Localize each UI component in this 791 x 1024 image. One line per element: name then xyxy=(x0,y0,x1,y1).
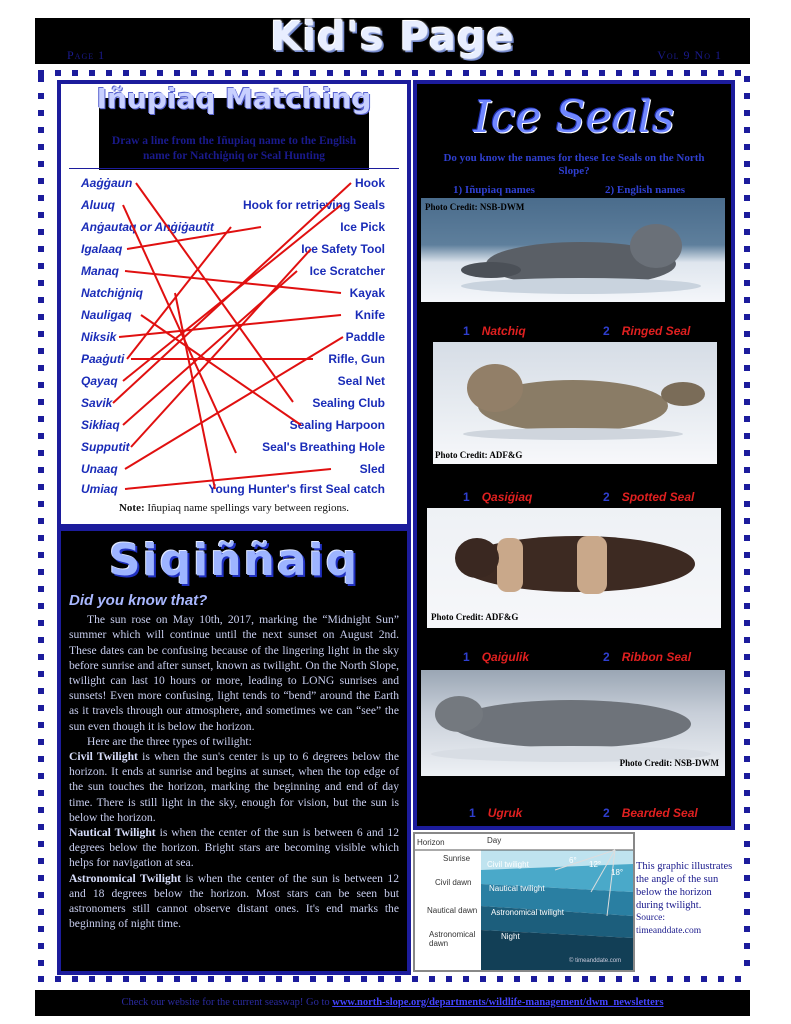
ringed-seal-photo xyxy=(421,198,725,302)
english-seal-name[interactable]: Bearded Seal xyxy=(621,806,698,820)
matching-panel xyxy=(57,80,411,528)
match-line xyxy=(136,183,293,402)
article-paragraph: The sun rose on May 10th, 2017, marking the “Midnight Sun” summer which will continue until the next sunset on August 2nd. These dates can be confusing because of the lingering light in the sky before sunrise and after sunset, known as twilight. On the North Slope, twilight can last 10 hours or more, leading to LONG sunrises and sunsets! Even more confusing, light tends to “bend” around the Earth as it travels through our atmosphere, and sometimes we can “see” the sun even though it is below the horizon. xyxy=(69,613,399,733)
english-word[interactable]: Hook for retrieving Seals xyxy=(242,198,385,212)
inupiaq-word[interactable]: Qayaq xyxy=(81,374,118,388)
civil-twilight-text: is when the sun's center is up to 6 degrees below the horizon. It ends at sunrise and begins at sunset, when the top edge of the sun touches the horizon, marking the beginning and end of day time. There is still light in the sky, enough for vision, but the sun is below the horizon. xyxy=(69,750,399,824)
page-title: Kid's Page xyxy=(270,14,515,60)
page-footer xyxy=(35,990,750,1016)
inupiaq-word[interactable]: Niksik xyxy=(81,330,117,344)
seal-image xyxy=(421,198,725,302)
night-label: Night xyxy=(501,932,520,941)
page-header xyxy=(35,14,750,64)
sunrise-label: Sunrise xyxy=(443,854,471,863)
newsletter-link[interactable]: www.north-slope.org/departments/wildlife-management/dwm_newsletters xyxy=(332,997,664,1008)
left-dotted-border xyxy=(38,76,44,976)
astronomical-dawn-label: Astronomical dawn xyxy=(429,930,476,948)
article-paragraph: Here are the three types of twilight: xyxy=(87,734,252,748)
match-line xyxy=(113,183,351,403)
inupiaq-word[interactable]: Manaq xyxy=(81,264,120,278)
english-word[interactable]: Sealing Club xyxy=(312,396,385,410)
photo-credit: Photo Credit: NSB-DWM xyxy=(425,202,525,212)
answer-number: 1 xyxy=(463,650,470,664)
english-word[interactable]: Ice Safety Tool xyxy=(301,242,385,256)
english-word[interactable]: Hook xyxy=(355,176,385,190)
seal-image xyxy=(427,508,721,628)
angle-6-label: 6° xyxy=(569,856,577,865)
caption-source-label: Source: xyxy=(636,913,666,923)
inupiaq-word[interactable]: Anġautaq or Anġiġautit xyxy=(81,220,214,234)
inupiaq-word[interactable]: Umiaq xyxy=(81,482,118,496)
matching-lines xyxy=(61,84,407,524)
seal-answer-row xyxy=(463,490,532,504)
inupiaq-word[interactable]: Sikłiaq xyxy=(81,418,120,432)
seal-answer-row xyxy=(603,490,694,504)
matching-title: Iñupiaq Matching xyxy=(96,82,372,115)
page-number: Page 1 xyxy=(67,48,106,62)
ice-seals-title: Ice Seals xyxy=(473,92,675,143)
english-seal-name[interactable]: Spotted Seal xyxy=(621,490,695,504)
seal-answer-row xyxy=(603,324,690,338)
caption-source: timeanddate.com xyxy=(636,926,702,936)
volume-number: Vol 9 No 1 xyxy=(657,48,722,62)
bottom-dotted-border xyxy=(38,976,750,982)
inupiaq-word[interactable]: Supputit xyxy=(81,440,130,454)
inupiaq-word[interactable]: Unaaq xyxy=(81,462,118,476)
answer-number: 2 xyxy=(603,324,610,338)
answer-number: 2 xyxy=(603,650,610,664)
inupiaq-seal-name[interactable]: Natchiq xyxy=(481,324,526,338)
seal-image xyxy=(433,342,717,464)
english-word[interactable]: Seal's Breathing Hole xyxy=(262,440,385,454)
photo-credit: Photo Credit: ADF&G xyxy=(431,612,519,622)
english-word[interactable]: Sled xyxy=(359,462,385,476)
siqinnaiq-panel xyxy=(57,527,411,975)
note-label: Note: xyxy=(118,502,145,514)
inupiaq-seal-name[interactable]: Qasiġiaq xyxy=(481,490,533,504)
footer-text: Check our website for the current seaswap! Go to xyxy=(121,997,333,1008)
civil-twilight-term: Civil Twilight xyxy=(69,750,138,764)
ribbon-seal-photo xyxy=(427,508,721,628)
matching-instructions: Draw a line from the Iñupiaq name to the English name for Natchiġniq or Seal Hunting xyxy=(111,135,357,162)
answer-number: 2 xyxy=(603,490,610,504)
nautical-dawn-label: Nautical dawn xyxy=(427,906,478,915)
horizon-label: Horizon xyxy=(417,838,445,847)
english-word[interactable]: Knife xyxy=(355,308,385,322)
astronomical-twilight-paragraph xyxy=(69,871,399,932)
inupiaq-word[interactable]: Paaġuti xyxy=(81,352,125,366)
inupiaq-word[interactable]: Aaġġaun xyxy=(81,176,133,190)
english-word[interactable]: Ice Scratcher xyxy=(309,264,385,278)
bearded-seal-photo xyxy=(421,670,725,776)
nautical-twilight-text: is when the center of the sun is between 6 and 12 degrees below the horizon. Bright stars are becoming visible which helps for navigation at sea. xyxy=(69,826,399,870)
civil-dawn-label: Civil dawn xyxy=(435,878,472,887)
match-line xyxy=(127,227,261,249)
matching-note xyxy=(61,502,407,514)
column-label-inupiaq: 1) Iñupiaq names xyxy=(453,184,535,196)
twilight-graphic xyxy=(413,832,635,972)
inupiaq-seal-name[interactable]: Ugruk xyxy=(487,806,523,820)
inupiaq-word[interactable]: Savik xyxy=(81,396,113,410)
match-line xyxy=(131,249,311,447)
angle-12-label: 12° xyxy=(589,860,602,869)
english-word[interactable]: Sealing Harpoon xyxy=(289,418,385,432)
footer-line xyxy=(35,997,750,1008)
ice-seals-panel xyxy=(413,80,735,830)
photo-credit: Photo Credit: NSB-DWM xyxy=(619,758,719,768)
english-seal-name[interactable]: Ribbon Seal xyxy=(621,650,692,664)
english-word[interactable]: Kayak xyxy=(349,286,385,300)
photo-credit: Photo Credit: ADF&G xyxy=(435,450,523,460)
spotted-seal-photo xyxy=(433,342,717,464)
astronomical-twilight-text: is when the center of the sun is between 12 and 18 degrees below the horizon. Most stars can be seen but astronomers still cannot observe distant ones. It's end marks the beginning of night time. xyxy=(69,871,399,931)
seal-answer-row xyxy=(469,806,522,820)
answer-number: 1 xyxy=(469,806,476,820)
english-seal-name[interactable]: Ringed Seal xyxy=(621,324,691,338)
angle-18-label: 18° xyxy=(611,868,624,877)
caption-text: This graphic illustrates the angle of the sun below the horizon during twilight. xyxy=(636,861,733,911)
civil-twilight-label: Civil twilight xyxy=(487,860,529,869)
right-dotted-border xyxy=(744,76,750,976)
seal-answer-row xyxy=(603,806,698,820)
astronomical-twilight-label: Astronomical twilight xyxy=(491,908,564,917)
inupiaq-word[interactable]: Natchiġniq xyxy=(81,286,143,300)
note-text: Iñupiaq name spellings vary between regions. xyxy=(147,502,349,514)
answer-number: 1 xyxy=(463,490,470,504)
graphic-watermark: © timeanddate.com xyxy=(569,958,622,964)
inupiaq-word[interactable]: Aluuq xyxy=(81,198,115,212)
article-heading: Did you know that? xyxy=(69,592,208,609)
answer-number: 1 xyxy=(463,324,470,338)
astronomical-twilight-term: Astronomical Twilight xyxy=(69,871,182,885)
column-label-english: 2) English names xyxy=(605,184,686,196)
english-word[interactable]: Ice Pick xyxy=(340,220,385,234)
twilight-caption xyxy=(636,860,736,938)
seal-answer-row xyxy=(463,324,526,338)
nautical-twilight-term: Nautical Twilight xyxy=(69,826,156,840)
siqinnaiq-title: Siqiññaiq xyxy=(108,535,360,586)
inupiaq-word[interactable]: Nauligaq xyxy=(81,308,132,322)
answer-number: 2 xyxy=(603,806,610,820)
seal-answer-row xyxy=(463,650,529,664)
seal-answer-row xyxy=(603,650,691,664)
siqinnaiq-article xyxy=(69,593,399,965)
ice-seals-question: Do you know the names for these Ice Seals on the North Slope? xyxy=(443,152,705,177)
nautical-twilight-label: Nautical twilight xyxy=(489,884,545,893)
match-line xyxy=(125,469,331,489)
english-word[interactable]: Young Hunter's first Seal catch xyxy=(208,482,385,496)
english-word[interactable]: Rifle, Gun xyxy=(328,352,385,366)
english-word[interactable]: Paddle xyxy=(345,330,385,344)
english-word[interactable]: Seal Net xyxy=(337,374,385,388)
top-dotted-border xyxy=(38,70,750,76)
day-label: Day xyxy=(487,836,502,845)
nautical-twilight-paragraph xyxy=(69,825,399,871)
civil-twilight-paragraph xyxy=(69,749,399,825)
inupiaq-word[interactable]: Igalaaq xyxy=(81,242,123,256)
inupiaq-seal-name[interactable]: Qaiġulik xyxy=(481,650,530,664)
